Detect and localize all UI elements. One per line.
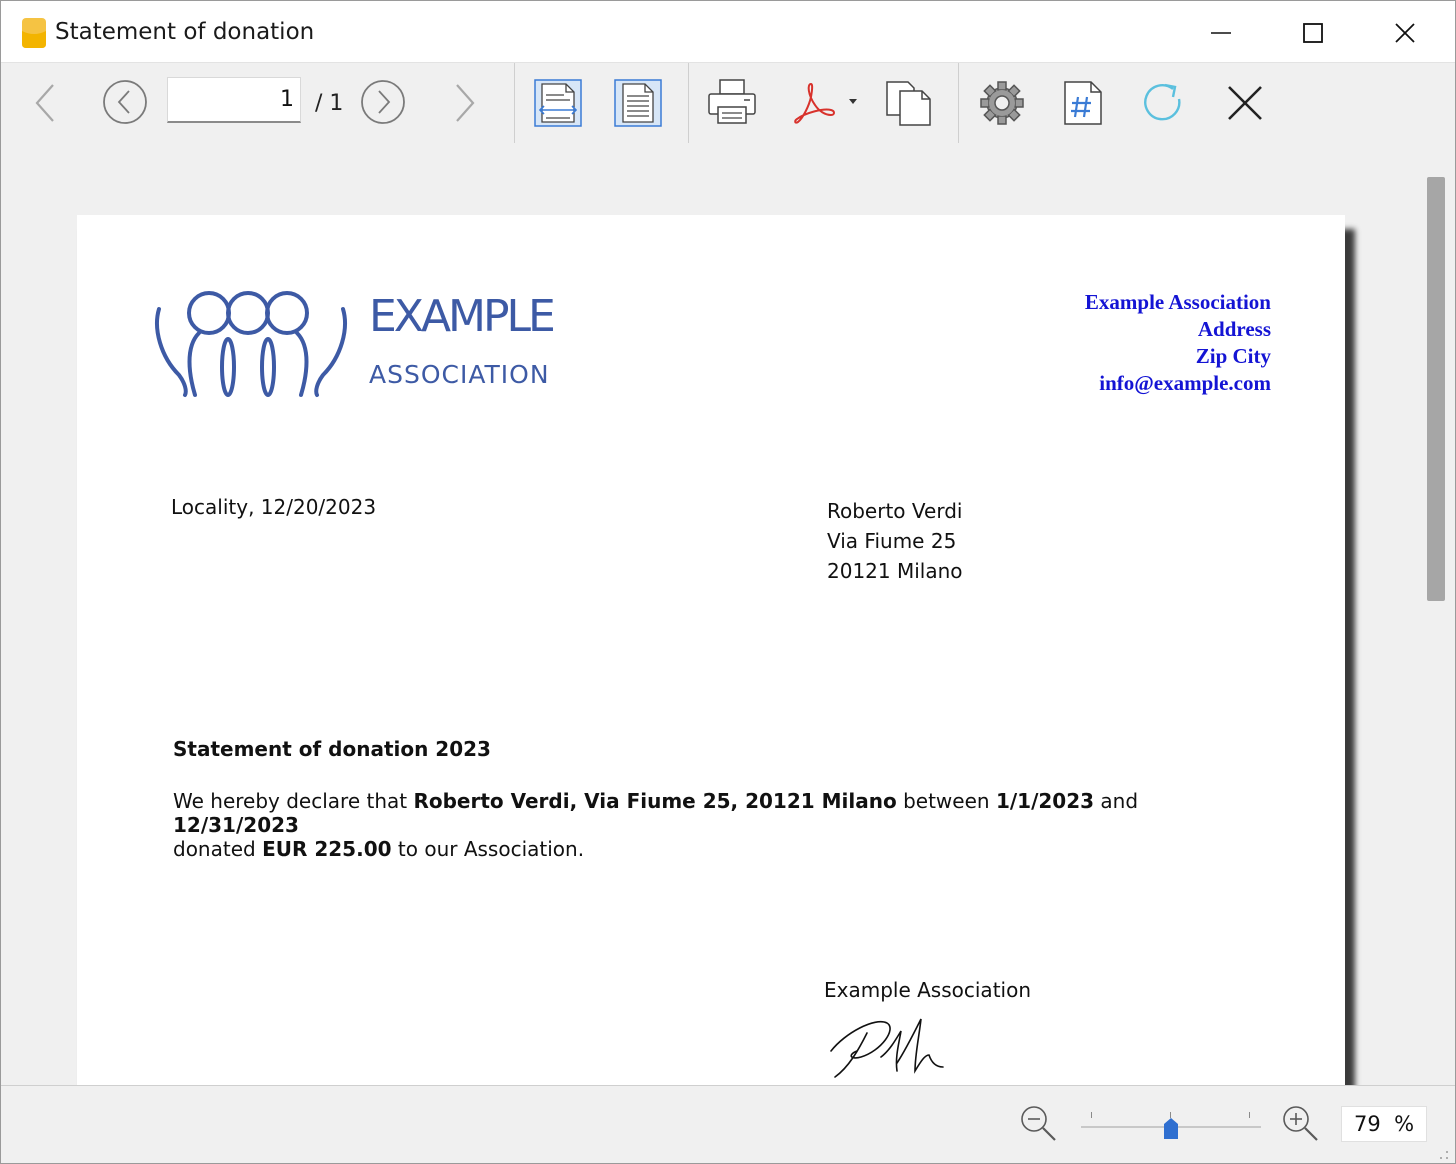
page-total-label: / 1 <box>315 91 344 116</box>
statement-body <box>173 789 1263 861</box>
minimize-icon <box>1201 13 1241 53</box>
zoom-out-icon <box>1019 1104 1059 1144</box>
close-icon <box>1223 81 1267 125</box>
settings-icon <box>977 79 1027 127</box>
donor-details: Roberto Verdi, Via Fiume 25, 20121 Milano <box>413 789 897 813</box>
zoom-unit: % <box>1394 1112 1415 1136</box>
scrollbar-thumb[interactable] <box>1427 177 1445 601</box>
locality-date: Locality, 12/20/2023 <box>171 495 377 519</box>
minimize-button[interactable] <box>1201 13 1241 53</box>
pdf-icon <box>791 81 863 125</box>
page-number-button[interactable] <box>1061 79 1105 127</box>
refresh-icon <box>1139 79 1187 127</box>
zoom-value: 79 <box>1353 1112 1381 1136</box>
document-viewport[interactable] <box>1 143 1455 1085</box>
body-text: and <box>1100 789 1139 813</box>
next-page-icon <box>360 79 406 125</box>
previous-page-button[interactable] <box>102 79 148 125</box>
signature-icon <box>825 1011 955 1083</box>
fit-width-button[interactable] <box>534 79 582 127</box>
zoom-in-button[interactable] <box>1281 1104 1321 1144</box>
body-text: donated <box>173 837 256 861</box>
document-page <box>77 215 1345 1085</box>
close-preview-button[interactable] <box>1223 81 1267 125</box>
copy-icon <box>884 79 934 127</box>
sender-email: info@example.com <box>1099 371 1271 395</box>
page-number-input[interactable]: 1 <box>167 77 301 123</box>
fit-page-button[interactable] <box>614 79 662 127</box>
next-page-button[interactable] <box>360 79 406 125</box>
print-button[interactable] <box>706 77 758 127</box>
arrow-left-icon <box>29 81 61 125</box>
previous-page-icon <box>102 79 148 125</box>
close-window-icon <box>1385 13 1425 53</box>
body-text: between <box>903 789 990 813</box>
body-text: to our Association. <box>397 837 585 861</box>
first-page-button[interactable] <box>29 81 61 125</box>
zoom-out-button[interactable] <box>1019 1104 1059 1144</box>
settings-button[interactable] <box>977 79 1027 127</box>
recipient-name: Roberto Verdi <box>827 499 963 523</box>
start-date: 1/1/2023 <box>995 789 1095 813</box>
copy-button[interactable] <box>884 79 934 127</box>
end-date: 12/31/2023 <box>173 813 299 837</box>
sender-name: Example Association <box>1084 290 1271 314</box>
status-bar <box>1 1085 1455 1164</box>
sender-zip-city: Zip City <box>1195 344 1271 368</box>
logo-subtitle: ASSOCIATION <box>369 360 550 389</box>
zoom-slider-thumb[interactable] <box>1163 1118 1179 1145</box>
sender-address <box>1085 289 1271 397</box>
app-icon <box>21 17 47 49</box>
export-pdf-button[interactable] <box>791 81 863 125</box>
last-page-button[interactable] <box>449 81 481 125</box>
resize-grip-icon[interactable] <box>1439 1150 1449 1160</box>
recipient-street: Via Fiume 25 <box>827 529 957 553</box>
logo-title: EXAMPLE <box>369 291 553 342</box>
refresh-button[interactable] <box>1139 79 1187 127</box>
toolbar <box>1 62 1455 144</box>
association-logo-icon <box>151 287 351 399</box>
maximize-button[interactable] <box>1293 13 1333 53</box>
close-window-button[interactable] <box>1385 13 1425 53</box>
signature-name: Example Association <box>824 978 1032 1002</box>
print-icon <box>706 77 758 127</box>
recipient-address <box>827 496 963 586</box>
window-title: Statement of donation <box>55 19 315 45</box>
page-number-icon <box>1061 79 1105 127</box>
sender-street: Address <box>1197 317 1271 341</box>
arrow-right-icon <box>449 81 481 125</box>
zoom-in-icon <box>1281 1104 1321 1144</box>
statement-heading: Statement of donation 2023 <box>173 737 491 761</box>
zoom-percentage-field[interactable] <box>1341 1106 1427 1142</box>
maximize-icon <box>1293 13 1333 53</box>
fit-width-icon <box>534 79 582 127</box>
donation-amount: EUR 225.00 <box>262 837 392 861</box>
title-bar <box>1 1 1455 63</box>
body-text: We hereby declare that <box>173 789 408 813</box>
recipient-city: 20121 Milano <box>827 559 963 583</box>
fit-page-icon <box>614 79 662 127</box>
